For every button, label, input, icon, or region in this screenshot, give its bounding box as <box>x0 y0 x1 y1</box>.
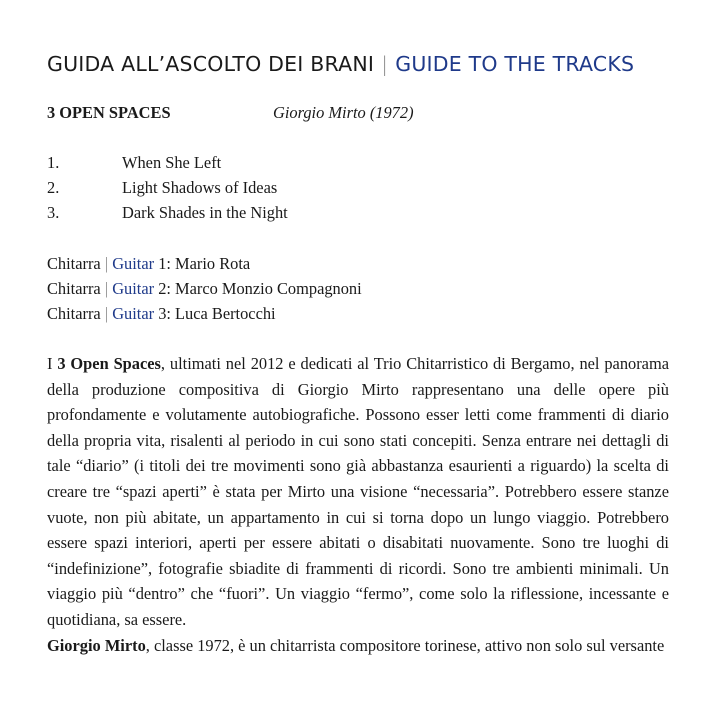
piece-title: 3 OPEN SPACES <box>47 103 171 122</box>
performer-name: 1: Mario Rota <box>154 254 251 273</box>
paragraph-text: I <box>47 354 58 373</box>
performer-name: 3: Luca Bertocchi <box>154 304 276 323</box>
header-separator: | <box>381 52 389 76</box>
paragraph-text: , ultimati nel 2012 e dedicati al Trio Chitarristico di Bergamo, nel panorama della produzione compositiva di Giorgio Mirto rappresentano una delle opere più profondamente e volutamente autobiografiche. Possono esser letti come frammenti di diario della propria vita, risalenti al periodo in cui sono stati concepiti. Senza entrare nei dettagli di tale “diario” (i titoli dei tre movimenti sono già abbastanza esaurienti a riguardo) la scelta di creare tre “spazi aperti” è stata per Mirto una visione “necessaria”. Potrebbero essere stanze vuote, non più abitate, un appartamento in cui si torna dopo un lungo viaggio. Potrebbero essere spazi interiori, aperti per essere abitati o disabitati nuovamente. Sono tre luoghi di “indefinizione”, fotografie sbiadite di frammenti di ricordi. Sono tre ambienti minimali. Un viaggio più “dentro” che “fuori”. Un viaggio “fermo”, come solo la riflessione, incessante e quotidiana, sa essere. <box>47 354 669 629</box>
header-title-italian: GUIDA ALL’ASCOLTO DEI BRANI <box>47 52 375 76</box>
performer-item <box>47 278 667 303</box>
label-separator: | <box>104 254 109 273</box>
section-header <box>47 52 634 76</box>
track-list <box>47 152 667 227</box>
label-italian: Chitarra <box>47 304 101 323</box>
header-title-english: GUIDE TO THE TRACKS <box>395 52 635 76</box>
performer-name: 2: Marco Monzio Compagnoni <box>154 279 362 298</box>
work-title-emphasis: 3 Open Spaces <box>57 354 161 373</box>
label-separator: | <box>104 279 109 298</box>
label-italian: Chitarra <box>47 254 101 273</box>
label-english: Guitar <box>112 279 155 298</box>
track-title: When She Left <box>122 153 222 172</box>
track-item <box>47 202 667 227</box>
track-item <box>47 152 667 177</box>
body-text <box>47 351 669 658</box>
performer-item <box>47 253 667 278</box>
paragraph <box>47 633 669 659</box>
track-number: 3. <box>47 203 60 222</box>
performer-list <box>47 253 667 328</box>
track-number: 1. <box>47 153 60 172</box>
label-english: Guitar <box>112 254 155 273</box>
paragraph-text: , classe 1972, è un chitarrista compositore torinese, attivo non solo sul versante <box>145 635 665 655</box>
track-title: Dark Shades in the Night <box>122 203 288 222</box>
composer-name-emphasis: Giorgio Mirto <box>47 635 146 655</box>
performer-item <box>47 303 667 328</box>
track-item <box>47 177 667 202</box>
paragraph <box>47 351 669 633</box>
label-italian: Chitarra <box>47 279 101 298</box>
label-english: Guitar <box>112 304 155 323</box>
track-title: Light Shadows of Ideas <box>122 178 278 197</box>
piece-heading <box>47 103 667 125</box>
composer-credit: Giorgio Mirto (1972) <box>273 103 414 122</box>
track-number: 2. <box>47 178 60 197</box>
label-separator: | <box>104 304 109 323</box>
